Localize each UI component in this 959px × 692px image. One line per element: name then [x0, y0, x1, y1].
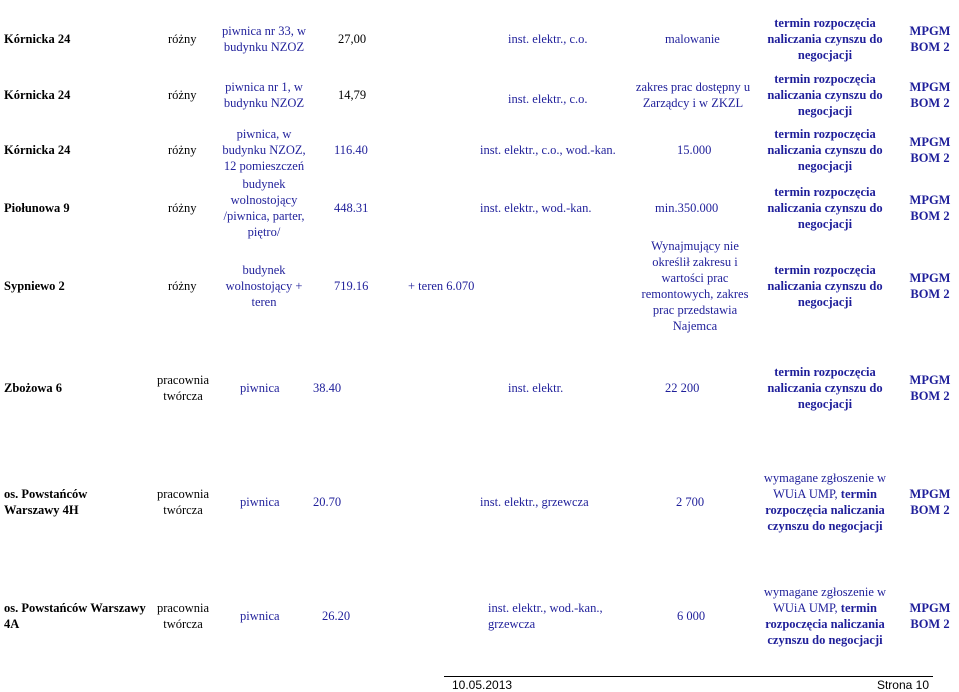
rate-cell: zakres prac dostępny u Zarządcy i w ZKZL: [635, 80, 751, 110]
street-cell: os. Powstańców Warszawy 4H: [4, 487, 88, 517]
street-cell: Kórnicka 24: [4, 32, 71, 46]
terms-main: termin rozpoczęcia naliczania czynszu do negocjacji: [765, 487, 885, 533]
agency-cell: MPGM BOM 2: [909, 487, 951, 517]
terms-prefix: wymagane zgłoszenie w WUiA UMP,: [763, 471, 887, 501]
rate-cell: 15.000: [677, 143, 712, 157]
table-row: [0, 464, 959, 540]
install-cell: inst. elektr., c.o.: [508, 32, 588, 46]
terms-cell: termin rozpoczęcia naliczania czynszu do negocjacji: [767, 365, 883, 411]
desc-cell: piwnica nr 1, w budynku NZOZ: [223, 80, 305, 110]
use-cell: pracownia twórcza: [156, 487, 210, 517]
agency-cell: MPGM BOM 2: [909, 193, 951, 223]
area-cell: 38.40: [313, 381, 342, 395]
area-cell: 26.20: [322, 609, 351, 623]
terms-cell: termin rozpoczęcia naliczania czynszu do negocjacji: [767, 72, 883, 118]
terms-cell: termin rozpoczęcia naliczania czynszu do negocjacji: [767, 127, 883, 173]
agency-cell: MPGM BOM 2: [909, 601, 951, 631]
table-row: [0, 72, 959, 118]
use-cell: różny: [168, 88, 197, 102]
install-cell: inst. elektr., c.o., wod.-kan.: [480, 143, 616, 157]
table-row: [0, 578, 959, 654]
install-cell: inst. elektr., wod.-kan., grzewcza: [488, 601, 603, 631]
street-cell: Sypniewo 2: [4, 279, 65, 293]
footer-page-number: Strona 10: [876, 678, 929, 692]
rate-cell: 6 000: [677, 609, 706, 623]
rate-cell: 22 200: [665, 381, 700, 395]
agency-cell: MPGM BOM 2: [909, 80, 951, 110]
desc-cell: piwnica: [240, 609, 280, 623]
install-cell: inst. elektr., grzewcza: [480, 495, 589, 509]
use-cell: różny: [168, 32, 197, 46]
agency-cell: MPGM BOM 2: [909, 373, 951, 403]
terms-main: termin rozpoczęcia naliczania czynszu do negocjacji: [765, 601, 885, 647]
street-cell: Zbożowa 6: [4, 381, 62, 395]
page-footer: [444, 676, 933, 691]
area-cell: 20.70: [313, 495, 342, 509]
rate-cell: min.350.000: [655, 201, 719, 215]
agency-cell: MPGM BOM 2: [909, 24, 951, 54]
area-cell: 719.16: [334, 279, 369, 293]
terms-cell: termin rozpoczęcia naliczania czynszu do negocjacji: [767, 16, 883, 62]
footer-date: 10.05.2013: [452, 678, 513, 692]
desc-cell: piwnica, w budynku NZOZ, 12 pomieszczeń: [222, 127, 306, 173]
use-cell: różny: [168, 201, 197, 215]
use-cell: pracownia twórcza: [156, 601, 210, 631]
area-cell: 116.40: [334, 143, 368, 157]
use-cell: różny: [168, 143, 197, 157]
install-cell: inst. elektr., c.o.: [508, 92, 588, 106]
area-cell: 448.31: [334, 201, 369, 215]
use-cell: różny: [168, 279, 197, 293]
table-row: [0, 124, 959, 176]
terms-cell: termin rozpoczęcia naliczania czynszu do negocjacji: [767, 185, 883, 231]
street-cell: Kórnicka 24: [4, 88, 71, 102]
agency-cell: MPGM BOM 2: [909, 135, 951, 165]
area-cell: 27,00: [338, 32, 367, 46]
terms-cell: termin rozpoczęcia naliczania czynszu do negocjacji: [767, 263, 883, 309]
use-cell: pracownia twórcza: [156, 373, 210, 403]
table-row: [0, 358, 959, 418]
extra-area-cell: + teren 6.070: [408, 279, 475, 293]
desc-cell: piwnica nr 33, w budynku NZOZ: [221, 24, 306, 54]
terms-cell: [747, 578, 903, 654]
street-cell: Kórnicka 24: [4, 143, 71, 157]
desc-cell: piwnica: [240, 495, 280, 509]
agency-cell: MPGM BOM 2: [909, 271, 951, 301]
table-row: [0, 14, 959, 64]
rate-cell: 2 700: [676, 495, 705, 509]
table-row: [0, 178, 959, 238]
desc-cell: budynek wolnostojący /piwnica, parter, piętro/: [223, 177, 305, 239]
desc-cell: piwnica: [240, 381, 280, 395]
street-cell: Piołunowa 9: [4, 201, 70, 215]
terms-cell: [747, 464, 903, 540]
rate-cell: malowanie: [665, 32, 720, 46]
install-cell: inst. elektr., wod.-kan.: [480, 201, 592, 215]
street-cell: os. Powstańców Warszawy 4A: [4, 601, 146, 631]
terms-prefix: wymagane zgłoszenie w WUiA UMP,: [763, 585, 887, 615]
area-cell: 14,79: [338, 88, 367, 102]
install-cell: inst. elektr.: [508, 381, 564, 395]
rate-cell: Wynajmujący nie określił zakresu i wartości prac remontowych, zakres prac przedstawia Najemca: [641, 239, 749, 333]
table-row: [0, 238, 959, 334]
desc-cell: budynek wolnostojący + teren: [225, 263, 303, 309]
